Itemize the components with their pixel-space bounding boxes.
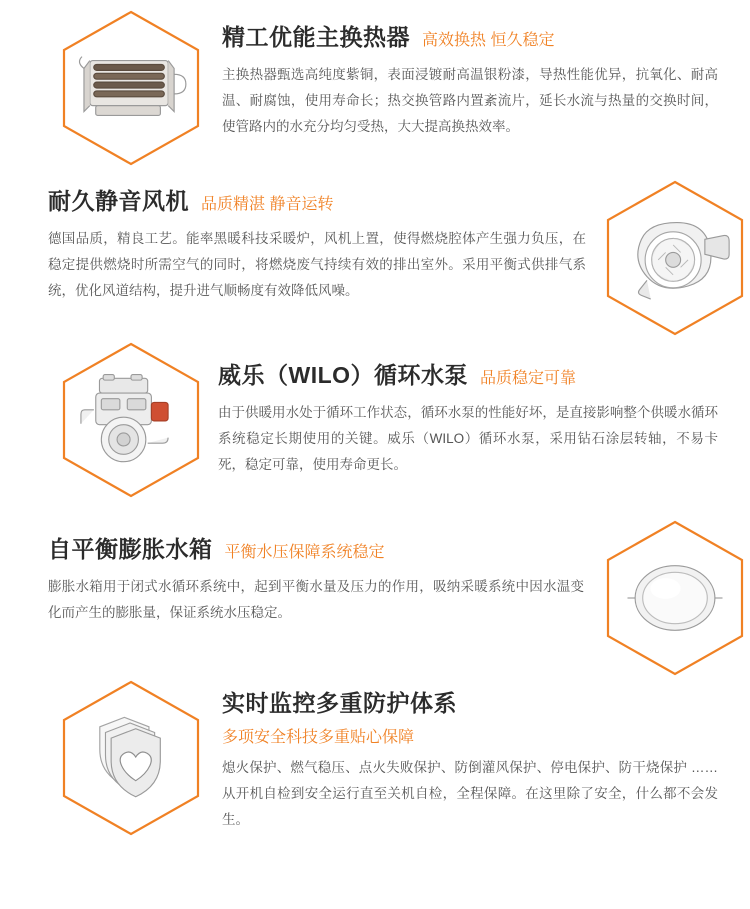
feature-title: 耐久静音风机 <box>48 188 189 214</box>
feature-main-heat-exchanger <box>58 8 718 168</box>
feature-realtime-protection-system <box>58 678 718 838</box>
feature-text-block <box>48 178 602 305</box>
feature-body: 熄火保护、燃气稳压、点火失败保护、防倒灌风保护、停电保护、防干烧保护 …… 从开机自检到安全运行直至关机自检，全程保障。在这里除了安全，什么都不会发生。 <box>222 759 718 828</box>
feature-heading <box>222 690 718 718</box>
feature-heading <box>222 24 718 52</box>
feature-heading <box>48 536 584 564</box>
feature-text-block <box>204 678 718 834</box>
feature-heading <box>218 362 718 390</box>
feature-text-block <box>204 8 718 141</box>
feature-body: 主换热器甄选高纯度紫铜，表面浸镀耐高温银粉漆，导热性能优异，抗氧化、耐高温、耐腐蚀，使用寿命长；热交换管路内置紊流片，延长水流与热量的交换时间，使管路内的水充分均匀受热，大大提高换热效率。 <box>222 66 718 135</box>
water-pump-icon-frame <box>58 340 204 500</box>
blower-fan-icon <box>619 211 731 305</box>
feature-subtitle: 平衡水压保障系统稳定 <box>224 544 385 561</box>
feature-body: 膨胀水箱用于闭式水循环系统中，起到平衡水量及压力的作用，吸纳采暖系统中因水温变化而产生的膨胀量，保证系统水压稳定。 <box>48 578 584 620</box>
feature-subtitle: 品质稳定可靠 <box>480 370 577 387</box>
feature-body: 由于供暖用水处于循环工作状态，循环水泵的性能好坏，是直接影响整个供暖水循环系统稳定长期使用的关键。威乐（WILO）循环水泵，采用钻石涂层转轴，不易卡死，稳定可靠，使用寿命更长。 <box>218 404 718 473</box>
feature-self-balancing-expansion-tank <box>48 518 748 678</box>
feature-text-block <box>204 340 718 479</box>
blower-fan-icon-frame <box>602 178 748 338</box>
shield-heart-icon <box>79 706 183 810</box>
feature-subtitle: 高效换热 恒久稳定 <box>422 32 555 49</box>
feature-title: 威乐（WILO）循环水泵 <box>218 362 469 388</box>
heat-exchanger-icon <box>72 39 190 137</box>
water-pump-icon <box>75 369 187 471</box>
shield-heart-icon-frame <box>58 678 204 838</box>
feature-subtitle: 品质精湛 静音运转 <box>201 196 334 213</box>
heat-exchanger-icon-frame <box>58 8 204 168</box>
feature-title: 精工优能主换热器 <box>222 24 410 50</box>
expansion-tank-icon-frame <box>602 518 748 678</box>
expansion-tank-icon <box>618 551 732 646</box>
feature-wilo-circulation-pump <box>58 340 718 500</box>
feature-silent-fan <box>48 178 748 338</box>
feature-title: 自平衡膨胀水箱 <box>48 536 213 562</box>
feature-title: 实时监控多重防护体系 <box>222 690 457 716</box>
feature-text-block <box>48 518 602 626</box>
feature-heading <box>48 188 586 216</box>
feature-subtitle: 多项安全科技多重贴心保障 <box>222 728 415 746</box>
feature-body: 德国品质，精良工艺。能率黑暖科技采暖炉，风机上置，使得燃烧腔体产生强力负压，在稳定提供燃烧时所需空气的同时，将燃烧废气持续有效的排出室外。采用平衡式供排气系统，优化风道结构，提升进气顺畅度有效降低风噪。 <box>48 230 586 299</box>
